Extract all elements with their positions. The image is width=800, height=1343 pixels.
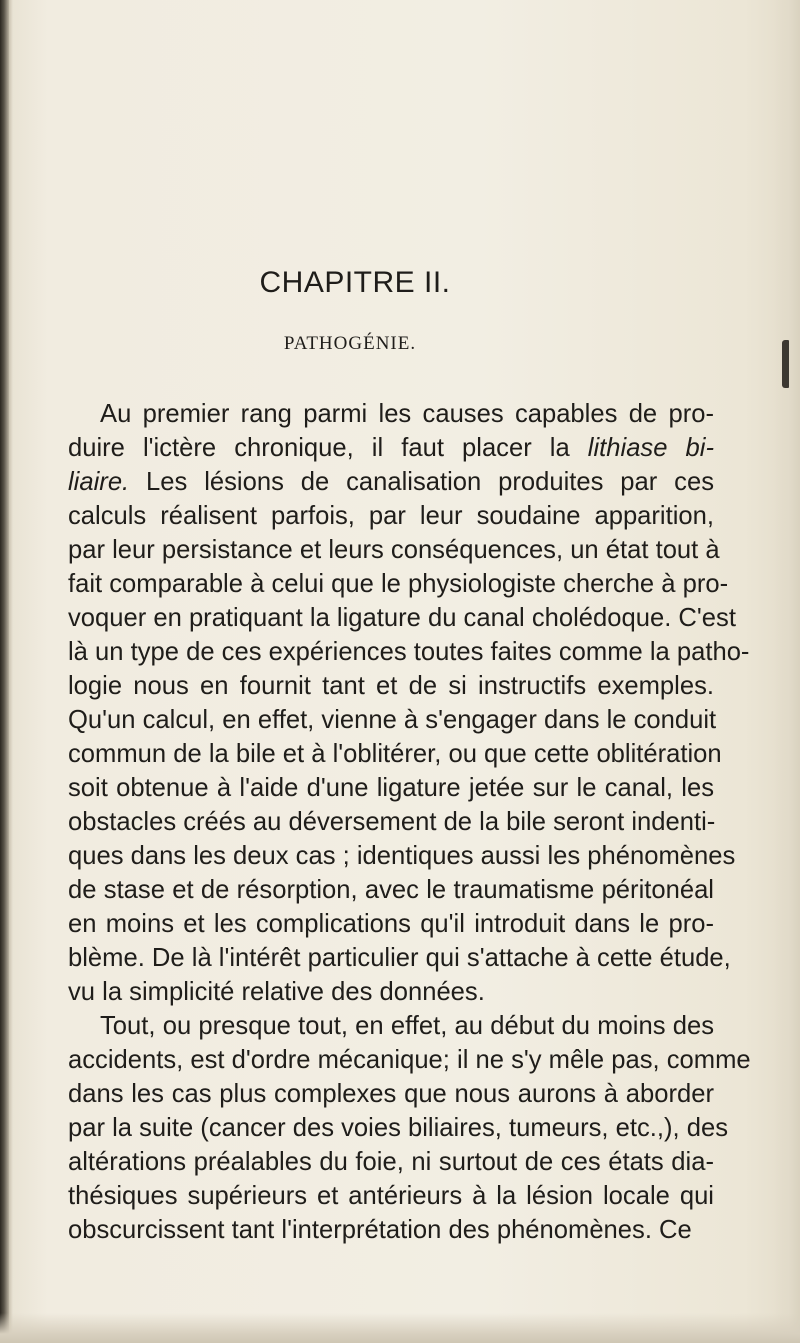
italic-term: liaire. <box>68 468 130 496</box>
text-run: en moins et les complications qu'il introduit dans le pro- <box>68 910 714 938</box>
text-run: calculs réalisent parfois, par leur soudaine apparition, <box>68 502 714 530</box>
text-run: obscurcissent tant l'interprétation des phénomènes. Ce <box>68 1216 692 1244</box>
text-line <box>68 635 750 669</box>
chapter-title: CHAPITRE II. <box>259 266 451 299</box>
text-line <box>68 873 714 907</box>
text-run: accidents, est d'ordre mécanique; il ne s'y mêle pas, comme <box>68 1046 751 1074</box>
text-run: là un type de ces expériences toutes faites comme la patho- <box>68 638 750 666</box>
text-run: thésiques supérieurs et antérieurs à la lésion locale qui <box>68 1182 714 1210</box>
text-line <box>68 431 714 465</box>
text-line <box>68 533 720 567</box>
text-run: Tout, ou presque tout, en effet, au début du moins des <box>100 1012 714 1040</box>
text-line <box>68 397 714 431</box>
book-spine-edge <box>0 0 9 1343</box>
text-run: Les lésions de canalisation produites par ces <box>129 468 714 496</box>
text-run: altérations préalables du foie, ni surtout de ces états dia- <box>68 1148 714 1176</box>
gutter-shadow <box>9 0 13 1343</box>
text-line <box>68 941 731 975</box>
text-line <box>68 1145 714 1179</box>
text-line <box>68 465 714 499</box>
text-line <box>68 1111 729 1145</box>
text-run: fait comparable à celui que le physiologiste cherche à pro- <box>68 570 729 598</box>
text-run: dans les cas plus complexes que nous aurons à aborder <box>68 1080 714 1108</box>
text-line <box>68 1077 714 1111</box>
text-line <box>68 805 714 839</box>
text-line <box>68 907 714 941</box>
text-line <box>68 975 714 1009</box>
text-line <box>68 1213 714 1247</box>
margin-ink-mark <box>782 340 789 388</box>
text-line <box>68 601 736 635</box>
page-fold-shadow <box>774 0 800 1343</box>
text-run: Qu'un calcul, en effet, vienne à s'engager dans le conduit <box>68 706 717 734</box>
text-run: vu la simplicité relative des données. <box>68 978 485 1006</box>
body-text <box>68 397 751 1247</box>
text-line <box>68 737 722 771</box>
text-run: blème. De là l'intérêt particulier qui s'attache à cette étude, <box>68 944 731 972</box>
text-run: duire l'ictère chronique, il faut placer la <box>68 434 588 462</box>
text-run: obstacles créés au déversement de la bile seront indenti- <box>68 808 716 836</box>
text-line <box>68 1009 714 1043</box>
text-run: logie nous en fournit tant et de si instructifs exemples. <box>68 672 714 700</box>
text-line <box>68 567 729 601</box>
text-line <box>68 499 714 533</box>
text-run: par la suite (cancer des voies biliaires, tumeurs, etc.,), des <box>68 1114 729 1142</box>
text-run: Au premier rang parmi les causes capables de pro- <box>100 400 714 428</box>
text-run: ques dans les deux cas ; identiques aussi les phénomènes <box>68 842 736 870</box>
text-line <box>68 839 736 873</box>
text-line <box>68 771 714 805</box>
text-line <box>68 1043 751 1077</box>
text-run: commun de la bile et à l'oblitérer, ou que cette oblitération <box>68 740 722 768</box>
section-title: PATHOGÉNIE. <box>283 333 417 354</box>
text-line <box>68 703 717 737</box>
italic-term: lithiase bi- <box>587 434 714 462</box>
text-line <box>68 1179 714 1213</box>
text-run: soit obtenue à l'aide d'une ligature jetée sur le canal, les <box>68 774 714 802</box>
text-run: de stase et de résorption, avec le traumatisme péritonéal <box>68 876 714 904</box>
text-line <box>68 669 714 703</box>
text-run: voquer en pratiquant la ligature du canal cholédoque. C'est <box>68 604 736 632</box>
text-run: par leur persistance et leurs conséquences, un état tout à <box>68 536 720 564</box>
bottom-edge-shadow <box>0 1313 800 1343</box>
